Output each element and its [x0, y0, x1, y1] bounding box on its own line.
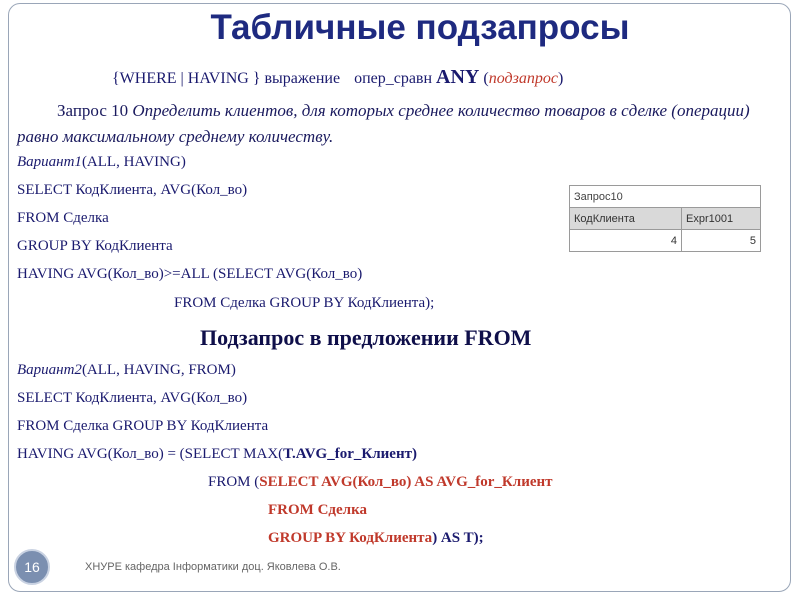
variant2-line-6a: GROUP BY КодКлиента [268, 530, 433, 546]
variant2-heading [17, 362, 236, 379]
syntax-any: ANY [436, 66, 480, 88]
variant1-line-2: FROM Сделка [17, 210, 109, 226]
syntax-where-having: {WHERE | HAVING } выражение [112, 70, 341, 87]
syntax-close-paren: ) [557, 70, 564, 87]
variant2-line-6b: ) AS T); [432, 530, 484, 546]
variant2-line-4 [208, 474, 553, 491]
page-number-badge: 16 [14, 549, 50, 585]
variant1-line-1: SELECT КодКлиента, AVG(Кол_во) [17, 182, 248, 198]
variant2-line-3a: HAVING AVG(Кол_во) = (SELECT MAX( [17, 446, 284, 462]
variant1-line-4: HAVING AVG(Кол_во)>=ALL (SELECT AVG(Кол_во) [17, 266, 363, 282]
variant2-label: Вариант2 [17, 362, 82, 378]
result-table-cell: 4 [570, 230, 682, 252]
variant1-label: Вариант1 [17, 154, 82, 170]
footer-text: ХНУРЕ кафедра Інформатики доц. Яковлева О.В. [85, 561, 341, 573]
variant2-suffix: (ALL, HAVING, FROM) [81, 362, 236, 378]
variant1-line-5: FROM Сделка GROUP BY КодКлиента); [174, 295, 435, 311]
syntax-subquery: подзапрос [488, 70, 558, 87]
result-table-cell: 5 [682, 230, 761, 252]
query-label: Запрос 10 [57, 101, 129, 120]
result-table-header-client: КодКлиента [570, 208, 682, 230]
variant2-line-5: FROM Сделка [268, 502, 367, 518]
slide-title: Табличные подзапросы [210, 8, 630, 47]
variant2-line-3b: T.AVG_for_Клиент) [283, 446, 417, 462]
variant1-heading [17, 154, 186, 171]
variant2-line-2: FROM Сделка GROUP BY КодКлиента [17, 418, 269, 434]
variant2-line-3 [17, 446, 417, 463]
syntax-oper: опер_сравн [354, 70, 433, 87]
variant2-line-6 [268, 530, 484, 547]
syntax-line [112, 66, 563, 89]
variant2-line-4a: FROM ( [208, 474, 260, 490]
result-table-caption: Запрос10 [570, 186, 761, 208]
variant2-line-1: SELECT КодКлиента, AVG(Кол_во) [17, 390, 248, 406]
result-table-header-expr: Expr1001 [682, 208, 761, 230]
variant1-suffix: (ALL, HAVING) [81, 154, 186, 170]
query-text: Определить клиентов, для которых среднее количество товаров в сделке (операции) равно максимальному среднему количеству. [17, 101, 750, 146]
variant2-line-4b: SELECT AVG(Кол_во) AS AVG_for_Клиент [259, 474, 553, 490]
result-table [569, 185, 761, 252]
variant1-line-3: GROUP BY КодКлиента [17, 238, 173, 254]
query-description [17, 98, 782, 150]
syntax-open-paren: ( [483, 70, 489, 87]
section-heading: Подзапрос в предложении FROM [200, 325, 532, 350]
